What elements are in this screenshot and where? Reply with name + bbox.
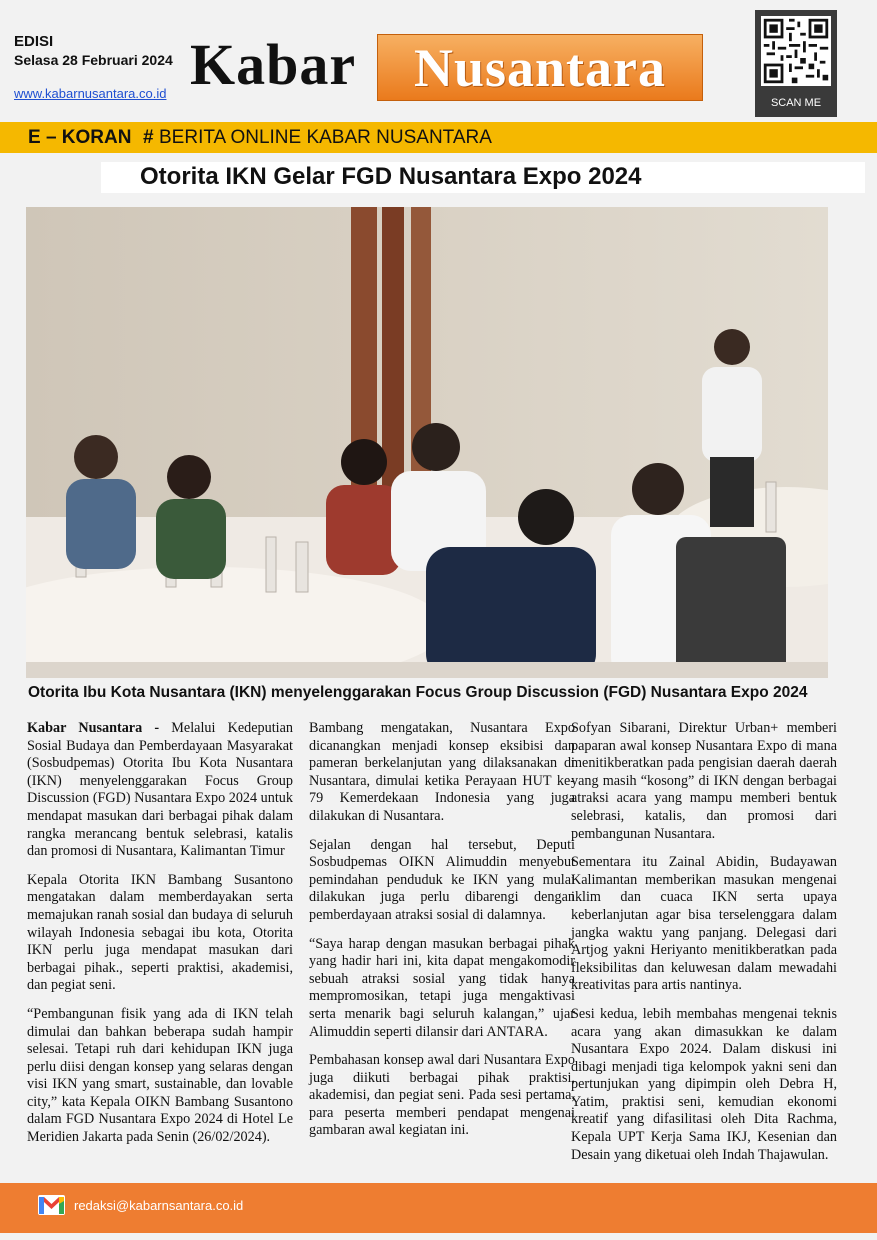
article-paragraph: Sejalan dengan hal tersebut, Deputi Sosbudpemas OIKN Alimuddin menyebut pemindahan penduduk ke IKN yang mulai dilakukan juga perlu dibarengi dengan pemberdayaan atraksi sosial di dalamnya. (309, 836, 575, 923)
qr-code-icon (761, 16, 831, 86)
section-hash: # (143, 127, 154, 148)
section-ekoran: E – KORAN (28, 127, 132, 148)
article-paragraph: Sementara itu Zainal Abidin, Budayawan Kalimantan memberikan masukan mengenai iklim dan cuaca IKN serta upaya keberlanjutan agar bisa terselenggara dalam jangka waktu yang panjang. Delegasi dari Artjog yakni Heriyanto menitikberatkan pada fleksibilitas dan keluwesan dalam mewadahi kreativitas para artis nantinya. (571, 854, 837, 994)
article-lead: Kabar Nusantara - (27, 720, 160, 736)
article-paragraph: Sesi kedua, lebih membahas mengenai teknis acara yang akan dimasukkan ke dalam Nusantara Expo 2024. Dalam diskusi ini dibagi menjadi tiga kelompok yakni seni dan pertunjukan yang dipimpin oleh Debra H, Yatim, praktisi seni, kemudian ekonomi kreatif yang difasilitasi oleh Dita Rachma, Kepala UPT Kerja Sama IKJ, Kesenian dan Desain yang diketuai oleh Indah Thajawulan. (571, 1005, 837, 1163)
article-paragraph: Sofyan Sibarani, Direktur Urban+ memberi paparan awal konsep Nusantara Expo di mana menitikberatkan pada pengisian daerah daerah yang masih “kosong” di IKN dengan berbagai atraksi acara yang mampu memberi bentuk selebrasi, katalis, dan promosi dari pembangunan Nusantara. (571, 720, 837, 842)
photo-caption: Otorita Ibu Kota Nusantara (IKN) menyelenggarakan Focus Group Discussion (FGD) Nusantara Expo 2024 (28, 684, 808, 701)
logo-nusantara: Nusantara (413, 37, 667, 98)
article-photo (26, 207, 828, 678)
edition-date: Selasa 28 Februari 2024 (14, 52, 173, 68)
qr-code[interactable] (755, 10, 837, 117)
article-column-1 (27, 720, 293, 1158)
section-berita: BERITA ONLINE KABAR NUSANTARA (159, 127, 492, 148)
article-paragraph: Pembahasan konsep awal dari Nusantara Expo juga diikuti berbagai pihak praktisi, akademisi, dan pegiat seni. Pada sesi pertama, para peserta memberi pendapat mengenai gambaran awal kegiatan ini. (309, 1052, 575, 1139)
website-link[interactable]: www.kabarnusantara.co.id (14, 86, 167, 101)
article-paragraph: “Pembangunan fisik yang ada di IKN telah dimulai dan bahkan beberapa sudah hampir selesai. Tetapi ruh dari kehidupan IKN juga perlu diisi dengan konsep yang selaras dengan visi IKN yang smart, sustainable, dan lovable city,” kata Kepala OIKN Bambang Susantono dalam FGD Nusantara Expo 2024 di Hotel Le Meridien Jakarta pada Senin (26/02/2024). (27, 1005, 293, 1146)
article-paragraph: Kabar Nusantara - Melalui Kedeputian Sosial Budaya dan Pemberdayaan Masyarakat (Sosbudpemas) Otorita Ibu Kota Nusantara (IKN) menyelenggarakan Focus Group Discussion (FGD) Nusantara Expo 2024 untuk mendapat masukan dari berbagai pihak dalam rangka merancang bentuk selebrasi, katalis dan promosi di Nusantara, Kalimantan Timur (27, 720, 294, 860)
qr-label: SCAN ME (770, 97, 822, 109)
headline: Otorita IKN Gelar FGD Nusantara Expo 2024 (140, 163, 642, 190)
article-column-3 (571, 720, 837, 1175)
article-paragraph: Kepala Otorita IKN Bambang Susantono mengatakan dalam memberdayakan serta memajukan ranah sosial dan budaya di seluruh wilayah Indonesia sebagai ibu kota, Otorita IKN perlu juga mendapat masukan dari berbagai pihak., seperti praktisi, akademisi, dan pegiat seni. (27, 871, 293, 994)
article-paragraph: “Saya harap dengan masukan berbagai pihak yang hadir hari ini, kita dapat mengakomodir sebuah atraksi sosial yang tidak hanya mempromosikan, tetapi juga mengaktivasi serta menarik bagi seluruh kalangan,” ujar Alimuddin seperti dilansir dari ANTARA. (309, 935, 575, 1040)
footer-email-link[interactable]: redaksi@kabarnsantara.co.id (74, 1198, 244, 1213)
mail-icon (38, 1195, 65, 1215)
article-paragraph: Bambang mengatakan, Nusantara Expo dicanangkan menjadi konsep eksibisi dan pameran berkelanjutan yang dilaksanakan di Nusantara, dimulai ketika Perayaan HUT ke-79 Kemerdekaan Indonesia yang juga dilakukan di Nusantara. (309, 720, 575, 824)
logo-nusantara-box (377, 34, 703, 101)
masthead (0, 0, 877, 122)
article-column-2 (309, 720, 575, 1151)
edition-label: EDISI (14, 33, 54, 50)
logo-kabar: Kabar (190, 32, 357, 97)
